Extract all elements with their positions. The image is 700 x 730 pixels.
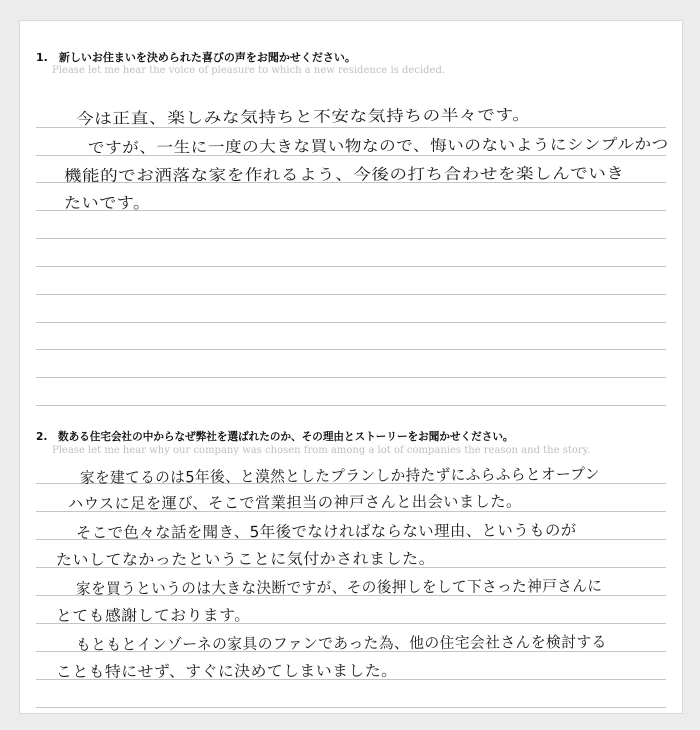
questionnaire-sheet bbox=[19, 20, 683, 714]
question-2-title: 2. 数ある住宅会社の中からなぜ弊社を選ばれたのか、その理由とストーリーをお聞かせください。 bbox=[36, 431, 514, 443]
question-2-section bbox=[36, 429, 666, 711]
question-1-title: 1. 新しいお住まいを決められた喜びの声をお聞かせください。 bbox=[36, 51, 356, 64]
handwritten-answer-line: 家を買うというのは大きな決断ですが、その後押しをして下さった神戸さんに bbox=[75, 577, 603, 598]
question-1-section bbox=[36, 49, 669, 389]
handwritten-answer-line: 機能的でお洒落な家を作れるよう、今後の打ち合わせを楽しんでいき bbox=[63, 164, 625, 185]
handwritten-answer-line: もともとインゾーネの家具のファンであった為、他の住宅会社さんを検討する bbox=[75, 633, 607, 654]
ruled-line bbox=[36, 238, 666, 239]
handwritten-answer-line: ですが、一生に一度の大きな買い物なので、悔いのないようにシンプルかつ bbox=[87, 135, 669, 157]
ruled-line bbox=[36, 707, 666, 708]
handwritten-answer-line: そこで色々な話を聞き、5年後でなければならない理由、というものが bbox=[75, 521, 577, 542]
ruled-line bbox=[36, 322, 666, 323]
ruled-line bbox=[36, 377, 666, 378]
handwritten-answer-line: とても感謝しております。 bbox=[55, 606, 251, 625]
ruled-line bbox=[36, 349, 666, 350]
question-1-subtitle: Please let me hear the voice of pleasure to which a new residence is decided. bbox=[52, 65, 446, 76]
ruled-line bbox=[36, 294, 666, 295]
handwritten-answer-line: 家を建てるのは5年後、と漠然としたプランしか持たずにふらふらとオープン bbox=[79, 465, 600, 487]
handwritten-answer-line: ハウスに足を運び、そこで営業担当の神戸さんと出会いました。 bbox=[67, 492, 522, 513]
ruled-line bbox=[36, 266, 666, 267]
handwritten-answer-line: たいです。 bbox=[64, 194, 151, 212]
ruled-line bbox=[36, 405, 666, 406]
handwritten-answer-line: ことも特にせず、すぐに決めてしまいました。 bbox=[55, 661, 398, 681]
handwritten-answer-line: たいしてなかったということに気付かされました。 bbox=[55, 549, 436, 569]
handwritten-answer-line: 今は正直、楽しみな気持ちと不安な気持ちの半々です。 bbox=[75, 105, 531, 128]
question-2-subtitle: Please let me hear why our company was chosen from among a lot of companies the reason and the story. bbox=[52, 445, 591, 456]
